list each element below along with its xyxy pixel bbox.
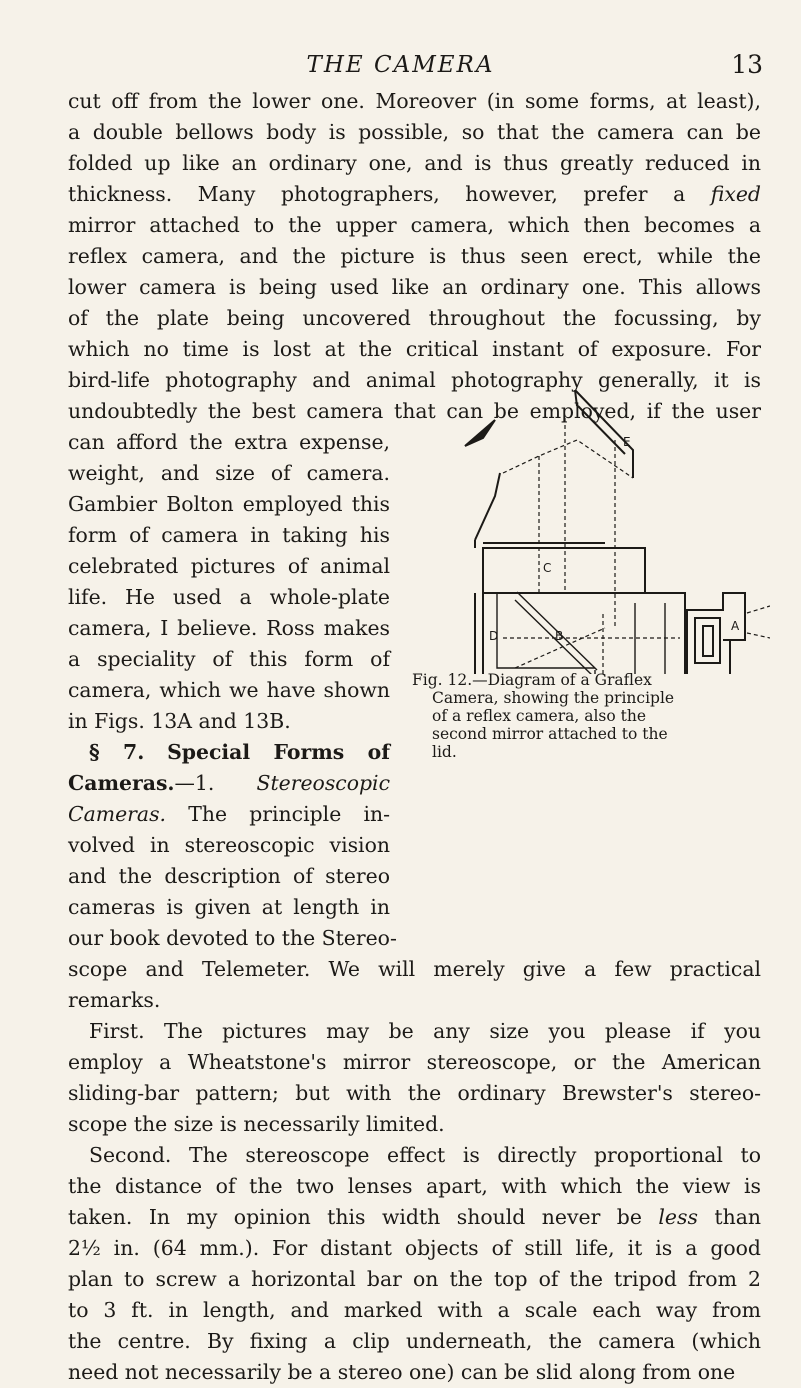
section-number: § 7. <box>89 740 145 764</box>
text-line: mirror attached to the upper camera, which then becomes a <box>68 213 761 237</box>
text-line: celebrated pictures of animal <box>68 554 390 578</box>
figure-caption <box>412 671 768 761</box>
text-line: employ a Wheatstone's mirror stereoscope, or the American <box>68 1050 761 1074</box>
lid-edge <box>475 473 500 548</box>
text-line: the centre. By fixing a clip underneath, the camera (which <box>68 1329 761 1353</box>
running-title: THE CAMERA <box>306 52 495 78</box>
caption-line: lid. <box>432 743 457 761</box>
text-line: lower camera is being used like an ordinary one. This allows <box>68 275 761 299</box>
text-line: form of camera in taking his <box>68 523 390 547</box>
label-b: B <box>555 629 564 643</box>
caption-line: Camera, showing the principle <box>432 689 675 707</box>
text-line: remarks. <box>68 988 161 1012</box>
ray-right-upper <box>747 606 770 613</box>
text-run: The principle in- <box>188 802 390 826</box>
text-line <box>68 768 390 799</box>
emphasis-fixed: fixed <box>710 182 761 206</box>
section-title: Special Forms of <box>167 740 390 764</box>
text-line: of the plate being uncovered throughout the focussing, by <box>68 306 761 330</box>
text-line <box>68 799 390 830</box>
text-line: a double bellows body is possible, so that the camera can be <box>68 120 761 144</box>
label-c: C <box>543 561 552 575</box>
text-line: folded up like an ordinary one, and is thus greatly reduced in <box>68 151 761 175</box>
text-line: volved in stereoscopic vision <box>68 833 390 857</box>
text-line: cameras is given at length in <box>68 895 390 919</box>
text-line: which no time is lost at the critical instant of exposure. For <box>68 337 761 361</box>
text-line: Second. The stereoscope effect is directly proportional to <box>89 1143 761 1167</box>
text-line: can afford the extra expense, <box>68 430 390 454</box>
text-line: plan to screw a horizontal bar on the top of the tripod from 2 <box>68 1267 761 1291</box>
caption-line: second mirror attached to the <box>432 725 668 743</box>
emphasis-less: less <box>658 1205 698 1229</box>
second-mirror <box>578 406 625 454</box>
item-number: —1. <box>174 771 215 795</box>
text-line: the distance of the two lenses apart, with which the view is <box>68 1174 761 1198</box>
lens <box>703 626 713 656</box>
text-line: bird-life photography and animal photography generally, it is <box>68 368 761 392</box>
item-title-cont: Cameras. <box>68 802 167 826</box>
text-line: scope and Telemeter. We will merely give a few practical <box>68 957 761 981</box>
text-line: camera, I believe. Ross makes <box>68 616 390 640</box>
text-line: and the description of stereo <box>68 864 390 888</box>
label-d: D <box>489 629 499 643</box>
lid-outer <box>575 390 633 478</box>
text-line: to 3 ft. in length, and marked with a scale each way from <box>68 1298 761 1322</box>
label-e: E <box>623 435 631 449</box>
text-line: Gambier Bolton employed this <box>68 492 390 516</box>
caption-line: of a reflex camera, also the <box>432 707 647 725</box>
text-line: need not necessarily be a stereo one) can be slid along from one <box>68 1360 736 1384</box>
text-line: scope the size is necessarily limited. <box>68 1112 445 1136</box>
page-number: 13 <box>731 50 763 79</box>
text-line: camera, which we have shown <box>68 678 390 702</box>
text-line: weight, and size of camera. <box>68 461 390 485</box>
text-line: cut off from the lower one. Moreover (in some forms, at least), <box>68 89 761 113</box>
section-heading <box>68 737 390 768</box>
item-title: Stereoscopic <box>256 771 390 795</box>
text-line: life. He used a whole-plate <box>68 585 390 609</box>
text-line: in Figs. 13A and 13B. <box>68 709 291 733</box>
upper-box <box>483 548 645 593</box>
section-title-cont: Cameras. <box>68 771 175 795</box>
caption-line: Fig. 12.—Diagram of a Graflex <box>412 671 652 689</box>
text-line <box>68 179 761 210</box>
text-line: undoubtedly the best camera that can be employed, if the user <box>68 399 761 423</box>
text-line: sliding-bar pattern; but with the ordinary Brewster's stereo- <box>68 1081 761 1105</box>
page-header <box>0 50 801 84</box>
text-line: reflex camera, and the picture is thus seen erect, while the <box>68 244 761 268</box>
ray-right-lower <box>747 633 770 638</box>
text-run: taken. In my opinion this width should never be <box>68 1205 642 1229</box>
label-a: A <box>731 619 740 633</box>
lid-latch <box>465 420 495 446</box>
text-line: 2½ in. (64 mm.). For distant objects of still life, it is a good <box>68 1236 761 1260</box>
text-run: than <box>714 1205 762 1229</box>
text-run: thickness. Many photographers, however, prefer a <box>68 182 686 206</box>
text-line: a speciality of this form of <box>68 647 390 671</box>
text-line: First. The pictures may be any size you please if you <box>89 1019 761 1043</box>
text-line: our book devoted to the Stereo- <box>68 926 397 950</box>
graflex-diagram <box>455 378 770 674</box>
text-line <box>68 1202 761 1233</box>
ray-upper <box>503 440 633 478</box>
